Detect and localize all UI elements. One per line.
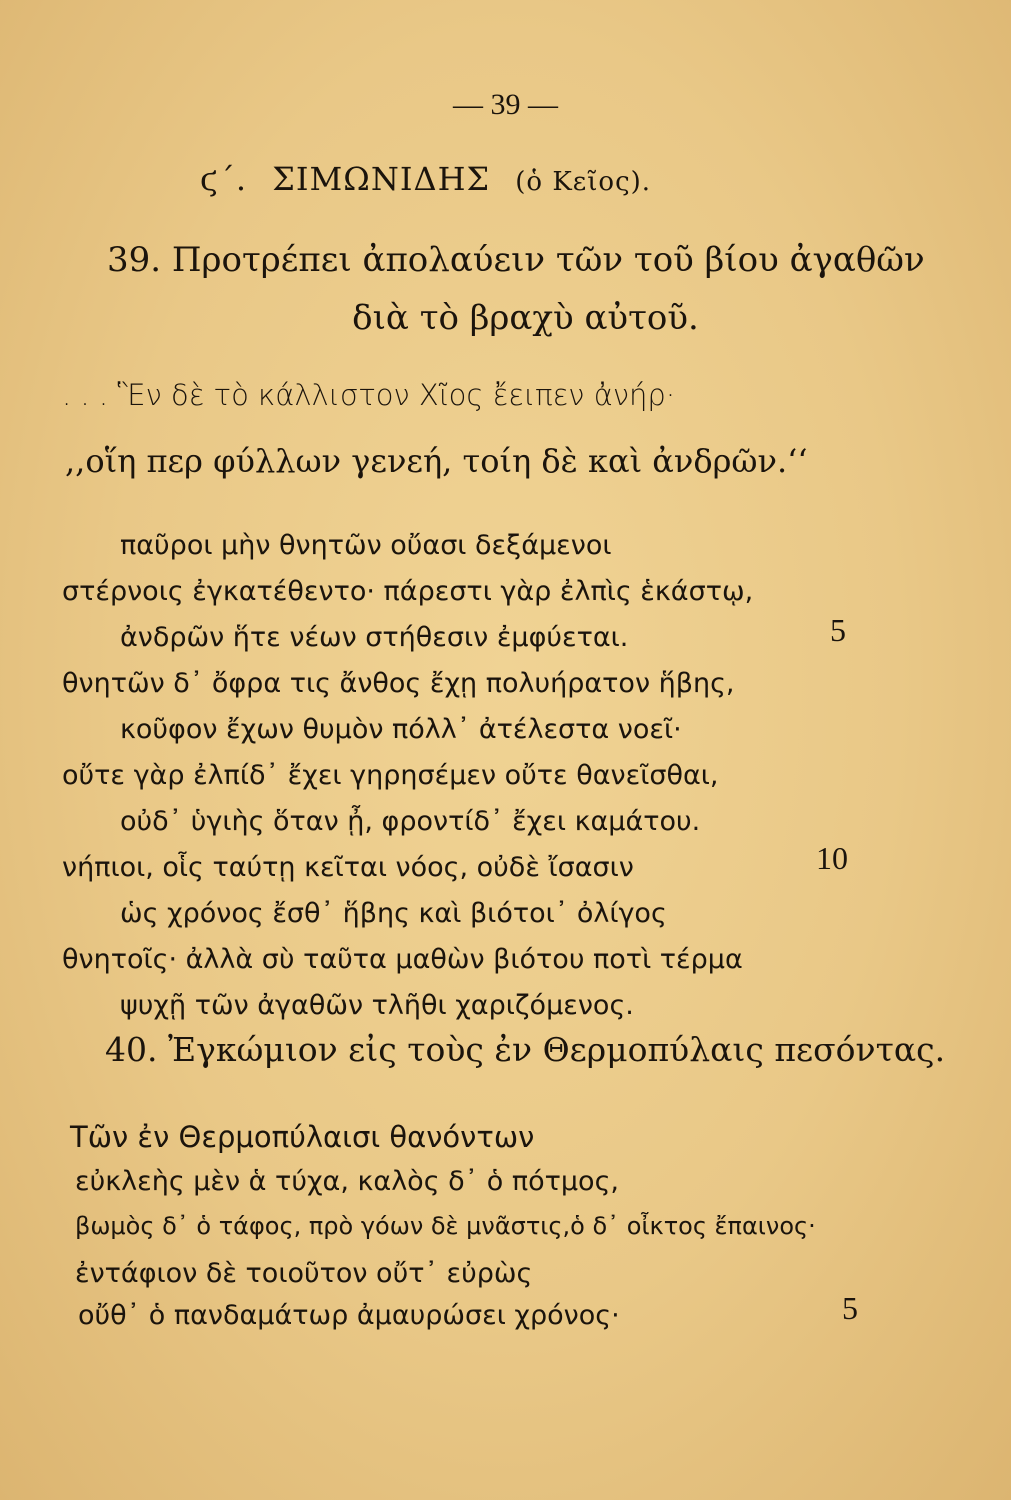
poem-39-line-8: νήπιοι, οἷς ταύτῃ κεῖται νόος, οὐδὲ ἴσασιν [62, 852, 634, 883]
poem-39-line-1: παῦροι μὴν θνητῶν οὔασι δεξάμενοι [120, 530, 612, 561]
poem-40-line-2: εὐκλεὴς μὲν ἁ τύχα, καλὸς δ᾽ ὁ πότμος, [75, 1166, 619, 1197]
chapter-name: ΣΙΜΩΝΙΔΗΣ [272, 160, 491, 198]
chapter-heading [200, 160, 651, 198]
poem-40-line-4: ἐντάφιον δὲ τοιοῦτον οὔτ᾽ εὐρὼς [75, 1258, 533, 1289]
poem-39-heading-line-1: 39. Προτρέπει ἀπολαύειν τῶν τοῦ βίου ἀγαθῶν [107, 240, 925, 280]
poem-39-line-6: οὔτε γὰρ ἐλπίδ᾽ ἔχει γηρησέμεν οὔτε θανεῖσθαι, [62, 760, 719, 791]
poem-39-line-9: ὡς χρόνος ἔσθ᾽ ἥβης καὶ βιότοι᾽ ὀλίγος [120, 898, 667, 929]
poem-39-intro: . . . Ἓν δὲ τὸ κάλλιστον Χῖος ἔειπεν ἀνήρ· [62, 378, 676, 412]
poem-39-heading-line-2: διὰ τὸ βραχὺ αὐτοῦ. [352, 298, 699, 338]
poem-39-line-7: οὐδ᾽ ὑγιὴς ὅταν ᾖ, φροντίδ᾽ ἔχει καμάτου. [120, 806, 701, 837]
poem-40-line-5: οὔθ᾽ ὁ πανδαμάτωρ ἀμαυρώσει χρόνος· [78, 1300, 620, 1331]
poem-39-line-4: θνητῶν δ᾽ ὄφρα τις ἄνθος ἔχῃ πολυήρατον ἥβης, [62, 668, 735, 699]
chapter-note: (ὁ Κεῖος). [515, 167, 652, 197]
poem-39-line-5: κοῦφον ἔχων θυμὸν πόλλ᾽ ἀτέλεστα νοεῖ· [120, 714, 682, 745]
page-number: — 39 — [453, 88, 558, 121]
poem-39-line-11: ψυχῇ τῶν ἀγαθῶν τλῆθι χαριζόμενος. [120, 990, 634, 1021]
poem-40-line-1: Τῶν ἐν Θερμοπύλαισι θανόντων [70, 1120, 535, 1154]
poem-39-line-3: ἀνδρῶν ἥτε νέων στήθεσιν ἐμφύεται. [120, 622, 629, 653]
poem-40-line-3: βωμὸς δ᾽ ὁ τάφος, πρὸ γόων δὲ μνᾶστις,ὁ δ᾽ οἶκτος ἔπαινος· [75, 1212, 816, 1240]
poem-40-heading: 40. Ἐγκώμιον εἰς τοὺς ἐν Θερμοπύλαις πεσόντας. [105, 1030, 946, 1069]
chapter-numeral: ϛ΄. [200, 160, 248, 198]
line-number-5: 5 [830, 612, 846, 648]
poem-39-quote: ,,οἵη περ φύλλων γενεή, τοίη δὲ καὶ ἀνδρῶν.‘‘ [65, 442, 808, 480]
poem-39-line-2: στέρνοις ἐγκατέθεντο· πάρεστι γὰρ ἐλπὶς ἑκάστῳ, [62, 576, 754, 607]
poem-39-line-10: θνητοῖς· ἀλλὰ σὺ ταῦτα μαθὼν βιότου ποτὶ τέρμα [62, 944, 743, 975]
line-number-10: 10 [816, 840, 848, 876]
poem-40-line-number-5: 5 [842, 1290, 858, 1326]
